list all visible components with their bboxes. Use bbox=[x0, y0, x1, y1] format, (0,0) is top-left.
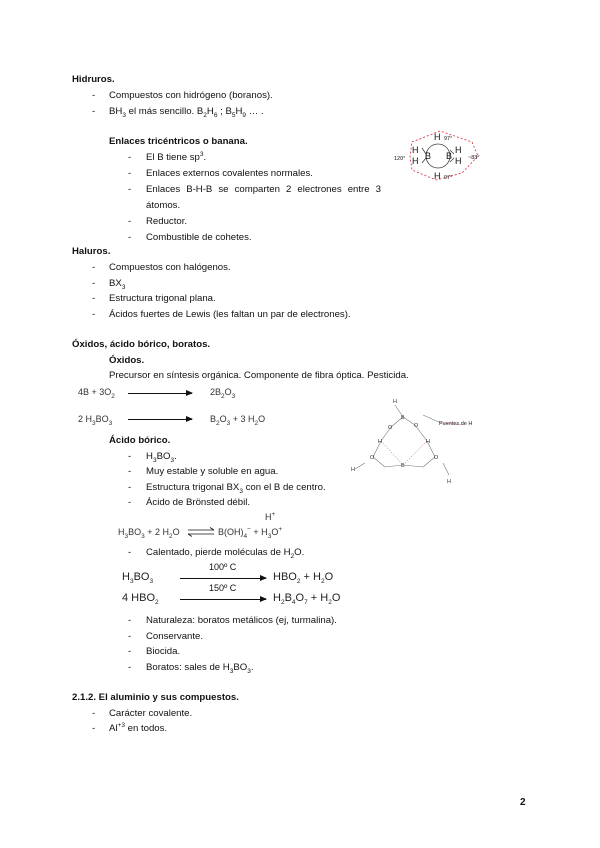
enlaces-item-reductor: Reductor. bbox=[146, 216, 188, 227]
hbond-atom-b: B bbox=[401, 415, 405, 421]
bullet-dash: - bbox=[128, 631, 132, 642]
hbond-atom-h: H bbox=[378, 439, 382, 445]
equation-2-arrow bbox=[128, 419, 192, 420]
bullet-dash: - bbox=[128, 615, 132, 626]
bullet-dash: - bbox=[92, 293, 96, 304]
aluminio-item-1: Carácter covalente. bbox=[109, 708, 193, 719]
enlaces-item-combustible: Combustible de cohetes. bbox=[146, 232, 252, 243]
bullet-dash: - bbox=[92, 90, 96, 101]
hbond-atom-h: H bbox=[447, 479, 451, 485]
diborane-angle-left: 120° bbox=[394, 156, 406, 162]
diborane-angle-right: ~83° bbox=[468, 155, 480, 161]
acido-item-2: Muy estable y soluble en agua. bbox=[146, 466, 279, 477]
equation-5-right: $H_2B_4O_7 + H_2O$ bbox=[273, 592, 341, 607]
diborane-h-right-up: H bbox=[455, 145, 462, 155]
boric-acid-hbond-diagram bbox=[345, 395, 475, 487]
enlaces-item-bhb-cont: átomos. bbox=[146, 200, 181, 211]
haluros-item-3: Estructura trigonal plana. bbox=[109, 293, 216, 304]
hbond-atom-o: O bbox=[434, 455, 439, 461]
hbond-atom-o: O bbox=[388, 425, 393, 431]
bullet-dash: - bbox=[128, 466, 132, 477]
bullet-dash: - bbox=[128, 451, 132, 462]
bullet-dash: - bbox=[92, 262, 96, 273]
hbond-atom-b: B bbox=[401, 463, 405, 469]
equation-2-left: 2 $H_3BO_3$ bbox=[78, 414, 113, 427]
acido-item-3: Estructura trigonal $BX_3$ con el B de centro. bbox=[146, 482, 326, 495]
acido-item-6: Naturaleza: boratos metálicos (ej, turmalina). bbox=[146, 615, 337, 626]
hbond-atom-h: H bbox=[426, 439, 430, 445]
diborane-h-left-down: H bbox=[412, 156, 419, 166]
heading-oxidos: Óxidos, ácido bórico, boratos. bbox=[72, 339, 211, 350]
haluros-item-1: Compuestos con halógenos. bbox=[109, 262, 231, 273]
diborane-b-left: B bbox=[425, 151, 432, 161]
bullet-dash: - bbox=[128, 646, 132, 657]
acido-item-8: Biocida. bbox=[146, 646, 181, 657]
bullet-dash: - bbox=[128, 232, 132, 243]
haluros-item-2: $BX_3$ bbox=[109, 278, 126, 291]
heading-haluros: Haluros. bbox=[72, 246, 111, 257]
bullet-dash: - bbox=[92, 278, 96, 289]
equation-4-left: $H_3BO_3$ bbox=[122, 571, 154, 586]
hidruros-item-2: $BH_3$ el más sencillo. $B_2H_6$ ; $B_5H_9$ … . bbox=[109, 106, 264, 119]
acido-item-7: Conservante. bbox=[146, 631, 204, 642]
equation-3-equilibrium-arrow bbox=[186, 527, 216, 537]
diborane-h-bottom: H bbox=[434, 171, 441, 181]
bullet-dash: - bbox=[92, 106, 96, 117]
bullet-dash: - bbox=[128, 184, 132, 195]
oxidos-text: Precursor en síntesis orgánica. Componente de fibra óptica. Pesticida. bbox=[109, 370, 409, 381]
enlaces-item-sp3: El B tiene $sp^3$. bbox=[146, 150, 207, 163]
equation-1-left: $4B + 3O_2$ bbox=[78, 387, 115, 400]
equation-1-arrow bbox=[128, 393, 192, 394]
heading-acido-borico: Ácido bórico. bbox=[109, 435, 171, 446]
equation-3-catalyst: H+ bbox=[265, 511, 276, 522]
diborane-angle-bottom: 97° bbox=[444, 175, 453, 181]
bullet-dash: - bbox=[128, 662, 132, 673]
equation-5-left: 4 $HBO_2$ bbox=[122, 592, 159, 607]
diborane-structure-diagram bbox=[392, 128, 502, 186]
acido-item-9: Boratos: sales de $H_3BO_3$. bbox=[146, 662, 254, 675]
acido-item-4: Ácido de Brönsted débil. bbox=[146, 497, 250, 508]
equation-3-right: $B(OH)_4^- + H_3O^+$ bbox=[218, 526, 283, 540]
heading-oxidos-sub: Óxidos. bbox=[109, 355, 145, 366]
acido-item-5: Calentado, pierde moléculas de $H_2O$. bbox=[146, 547, 305, 560]
haluros-item-4: Ácidos fuertes de Lewis (les faltan un par de electrones). bbox=[109, 309, 351, 320]
enlaces-item-bhb: Enlaces B-H-B se comparten 2 electrones entre 3 bbox=[146, 184, 381, 195]
diborane-angle-top: 97° bbox=[444, 136, 453, 142]
acido-item-1: $H_3BO_3$. bbox=[146, 451, 177, 464]
enlaces-item-externos: Enlaces externos covalentes normales. bbox=[146, 168, 313, 179]
hbond-label: Puentes de H bbox=[439, 421, 473, 427]
bullet-dash: - bbox=[128, 482, 132, 493]
hbond-atom-o: O bbox=[414, 423, 419, 429]
bullet-dash: - bbox=[128, 216, 132, 227]
bullet-dash: - bbox=[128, 152, 132, 163]
equation-4-condition: 100º C bbox=[209, 562, 237, 572]
hbond-atom-o: O bbox=[370, 455, 375, 461]
diborane-h-right-down: H bbox=[455, 156, 462, 166]
heading-aluminio: 2.1.2. El aluminio y sus compuestos. bbox=[72, 692, 239, 703]
diborane-h-top: H bbox=[434, 132, 441, 142]
diborane-h-left-up: H bbox=[412, 145, 419, 155]
bullet-dash: - bbox=[92, 309, 96, 320]
page-number: 2 bbox=[520, 797, 526, 808]
hbond-atom-h: H bbox=[393, 399, 397, 405]
aluminio-item-2: $Al^{+3}$ en todos. bbox=[109, 721, 168, 734]
hbond-atom-h: H bbox=[351, 467, 355, 473]
bullet-dash: - bbox=[128, 497, 132, 508]
equation-2-right: $B_2O_3 + 3$ $H_2O$ bbox=[210, 414, 266, 427]
heading-hidruros: Hidruros. bbox=[72, 74, 115, 85]
heading-enlaces-tricentricos: Enlaces tricéntricos o banana. bbox=[109, 136, 248, 147]
hidruros-item-1: Compuestos con hidrógeno (boranos). bbox=[109, 90, 273, 101]
equation-4-arrow bbox=[180, 578, 266, 579]
diborane-b-right: B bbox=[446, 151, 453, 161]
equation-1-right: $2B_2O_3$ bbox=[210, 387, 236, 400]
equation-5-arrow bbox=[180, 599, 266, 600]
bullet-dash: - bbox=[128, 547, 132, 558]
bullet-dash: - bbox=[92, 723, 96, 734]
equation-4-right: $HBO_2 + H_2O$ bbox=[273, 571, 334, 586]
equation-5-condition: 150º C bbox=[209, 583, 237, 593]
equation-3-left: $H_3BO_3 + 2$ $H_2O$ bbox=[118, 527, 180, 540]
bullet-dash: - bbox=[92, 708, 96, 719]
bullet-dash: - bbox=[128, 168, 132, 179]
